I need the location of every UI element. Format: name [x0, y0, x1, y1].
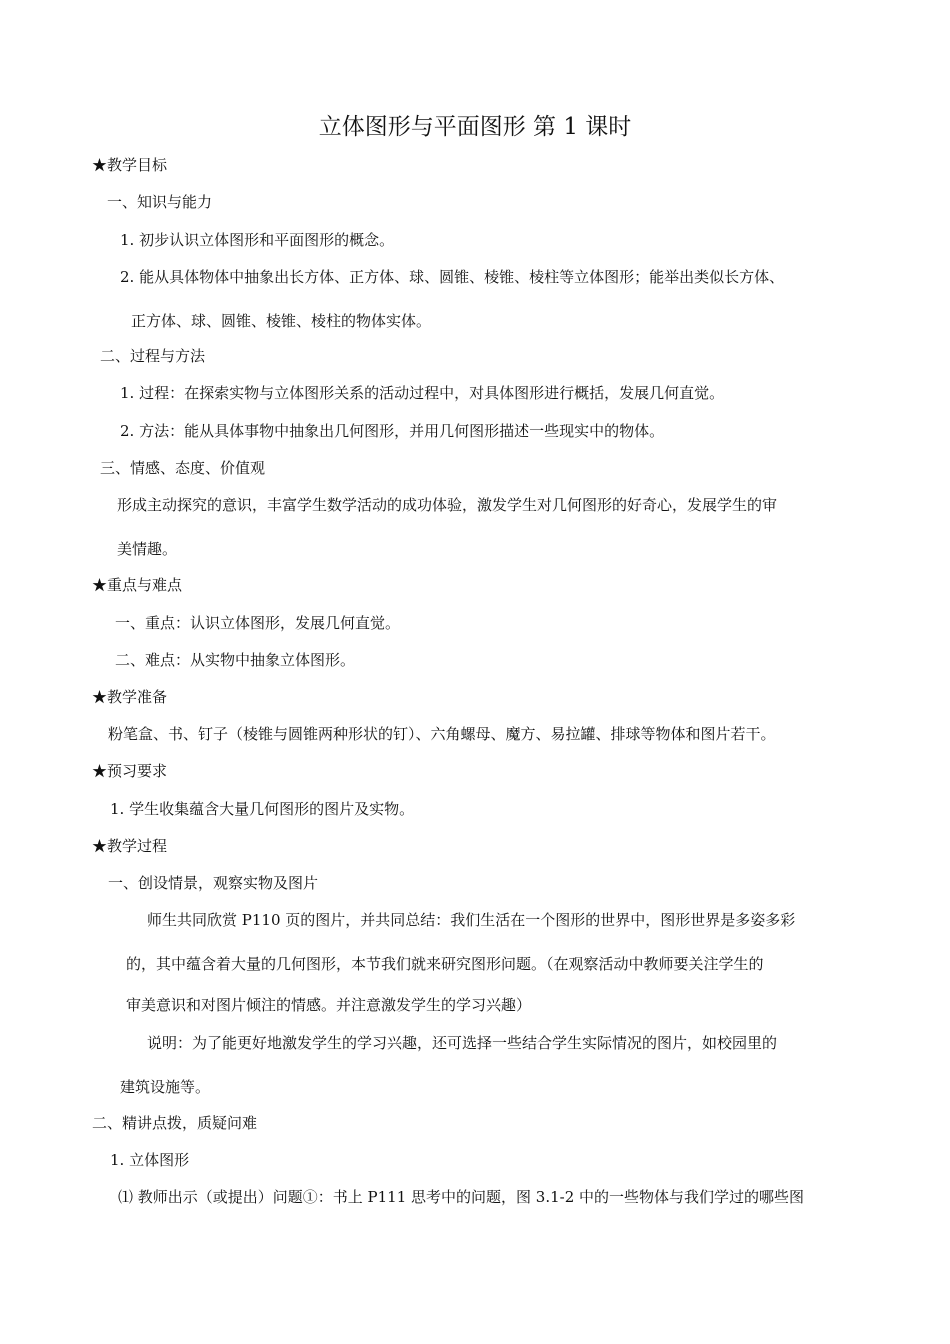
paragraph-line: 美情趣。: [117, 540, 178, 558]
list-item: 二、难点：从实物中抽象立体图形。: [115, 651, 356, 669]
section-heading-process: ★教学过程: [92, 837, 168, 855]
list-item: 一、重点：认识立体图形，发展几何直觉。: [115, 614, 401, 632]
subheading-knowledge: 一、知识与能力: [107, 193, 213, 211]
section-heading-objectives: ★教学目标: [92, 156, 168, 174]
list-item: 1. 学生收集蕴含大量几何图形的图片及实物。: [110, 800, 415, 818]
list-item-continuation: 正方体、球、圆锥、棱锥、棱柱的物体实体。: [131, 312, 432, 330]
paragraph-line: 形成主动探究的意识，丰富学生数学活动的成功体验，激发学生对几何图形的好奇心，发展学生的审: [117, 496, 778, 514]
section-heading-preview: ★预习要求: [92, 762, 168, 780]
page-title: 立体图形与平面图形 第 1 课时: [318, 114, 632, 140]
paragraph-line: 的，其中蕴含着大量的几何图形，本节我们就来研究图形问题。（在观察活动中教师要关注学生的: [126, 955, 764, 973]
subheading-explain: 二、精讲点拨，质疑问难: [92, 1114, 258, 1132]
subheading-scenario: 一、创设情景，观察实物及图片: [108, 874, 319, 892]
section-heading-preparation: ★教学准备: [92, 688, 168, 706]
paragraph-line: ⑴ 教师出示（或提出）问题①：书上 P111 思考中的问题，图 3.1-2 中的一些物体与我们学过的哪些图: [118, 1188, 805, 1206]
subheading-process: 二、过程与方法: [100, 347, 206, 365]
paragraph-line: 审美意识和对图片倾注的情感。并注意激发学生的学习兴趣）: [126, 996, 532, 1014]
list-item: 1. 立体图形: [110, 1151, 190, 1169]
paragraph-line: 说明：为了能更好地激发学生的学习兴趣，还可选择一些结合学生实际情况的图片，如校园里的: [147, 1034, 778, 1052]
paragraph-line: 建筑设施等。: [120, 1078, 211, 1096]
paragraph-line: 粉笔盒、书、钉子（棱锥与圆锥两种形状的钉）、六角螺母、魔方、易拉罐、排球等物体和图片若干。: [108, 725, 776, 743]
subheading-emotion: 三、情感、态度、价值观: [100, 459, 266, 477]
list-item: 1. 初步认识立体图形和平面图形的概念。: [120, 231, 395, 249]
section-heading-key-points: ★重点与难点: [92, 576, 183, 594]
list-item: 2. 能从具体物体中抽象出长方体、正方体、球、圆锥、棱锥、棱柱等立体图形；能举出类似长方体、: [120, 268, 785, 286]
list-item: 1. 过程：在探索实物与立体图形关系的活动过程中，对具体图形进行概括，发展几何直觉。: [120, 384, 725, 402]
list-item: 2. 方法：能从具体事物中抽象出几何图形，并用几何图形描述一些现实中的物体。: [120, 422, 665, 440]
paragraph-line: 师生共同欣赏 P110 页的图片，并共同总结：我们生活在一个图形的世界中，图形世界是多姿多彩: [147, 911, 796, 929]
